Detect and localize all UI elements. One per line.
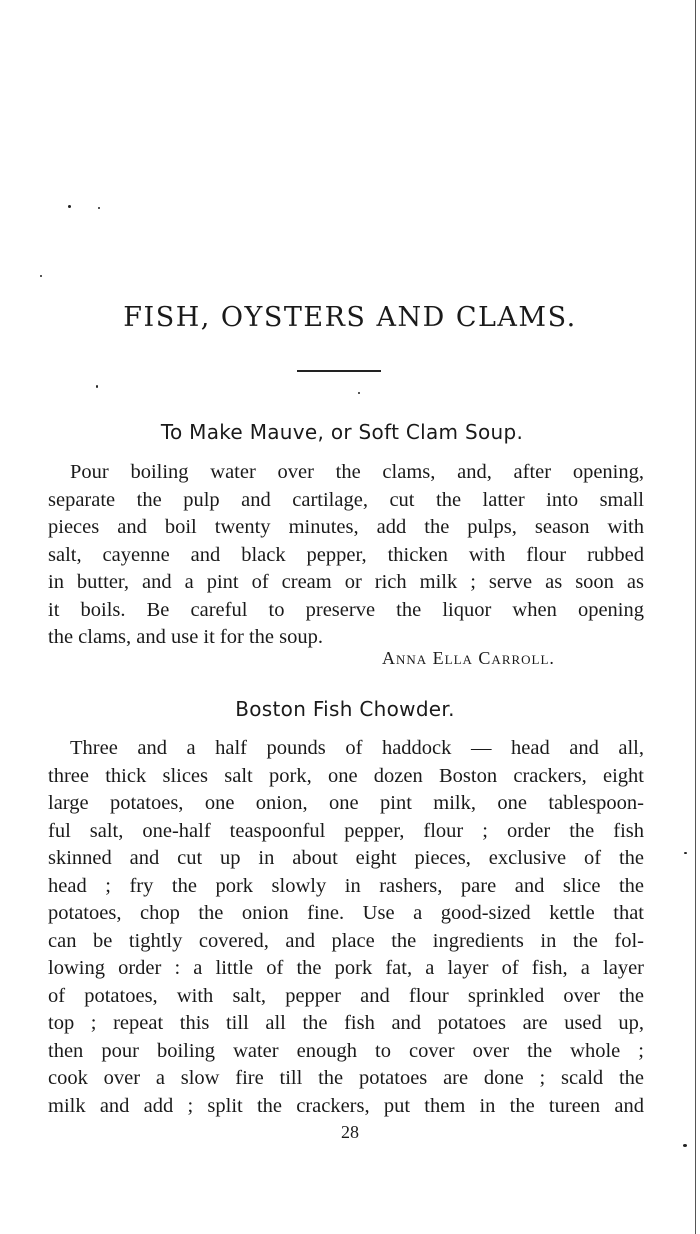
text-line: ful salt, one-half teaspoonful pepper, flour ; order the fish (48, 819, 644, 842)
text-line: it boils. Be careful to preserve the liquor when opening (48, 598, 644, 621)
chapter-title: FISH, OYSTERS AND CLAMS. (123, 302, 577, 334)
text-line: skinned and cut up in about eight pieces, exclusive of the (48, 847, 644, 869)
scan-speck (40, 275, 42, 277)
text-line: in butter, and a pint of cream or rich milk ; serve as soon as (48, 571, 644, 593)
text-line: can be tightly covered, and place the ingredients in the fol- (48, 929, 644, 952)
recipe-signature: Anna Ella Carroll. (382, 648, 555, 668)
recipe-body (48, 735, 644, 1120)
text-line: Three and a half pounds of haddock — head and all, (70, 737, 644, 759)
text-line: lowing order : a little of the pork fat, a layer of fish, a layer (48, 957, 644, 979)
scan-speck (683, 1144, 687, 1147)
text-line: salt, cayenne and black pepper, thicken with flour rubbed (48, 543, 644, 566)
text-line: top ; repeat this till all the fish and potatoes are used up, (48, 1012, 644, 1034)
scan-speck (96, 385, 98, 388)
scan-speck (358, 392, 360, 394)
text-line: of potatoes, with salt, pepper and flour sprinkled over the (48, 984, 644, 1007)
scan-speck (98, 207, 100, 209)
text-line: the clams, and use it for the soup. (48, 626, 323, 648)
text-line: then pour boiling water enough to cover over the whole ; (48, 1039, 644, 1062)
text-line: large potatoes, one onion, one pint milk, one tablespoon- (48, 792, 644, 814)
text-line: Pour boiling water over the clams, and, after opening, (70, 461, 644, 483)
text-line: three thick slices salt pork, one dozen Boston crackers, eight (48, 764, 644, 787)
page-edge (695, 0, 696, 1234)
recipe-title: Boston Fish Chowder. (235, 697, 455, 721)
scan-speck (68, 205, 71, 208)
text-line: cook over a slow fire till the potatoes are done ; scald the (48, 1067, 644, 1089)
page-number: 28 (341, 1122, 359, 1142)
recipe-title: To Make Mauve, or Soft Clam Soup. (160, 420, 524, 444)
text-line: pieces and boil twenty minutes, add the pulps, season with (48, 516, 644, 538)
title-rule (297, 370, 381, 372)
text-line: separate the pulp and cartilage, cut the latter into small (48, 488, 644, 511)
text-line: milk and add ; split the crackers, put them in the tureen and (48, 1094, 644, 1117)
text-line: head ; fry the pork slowly in rashers, pare and slice the (48, 874, 644, 897)
scan-speck (684, 852, 687, 854)
text-line: potatoes, chop the onion fine. Use a good-sized kettle that (48, 902, 644, 924)
recipe-body (48, 459, 644, 652)
